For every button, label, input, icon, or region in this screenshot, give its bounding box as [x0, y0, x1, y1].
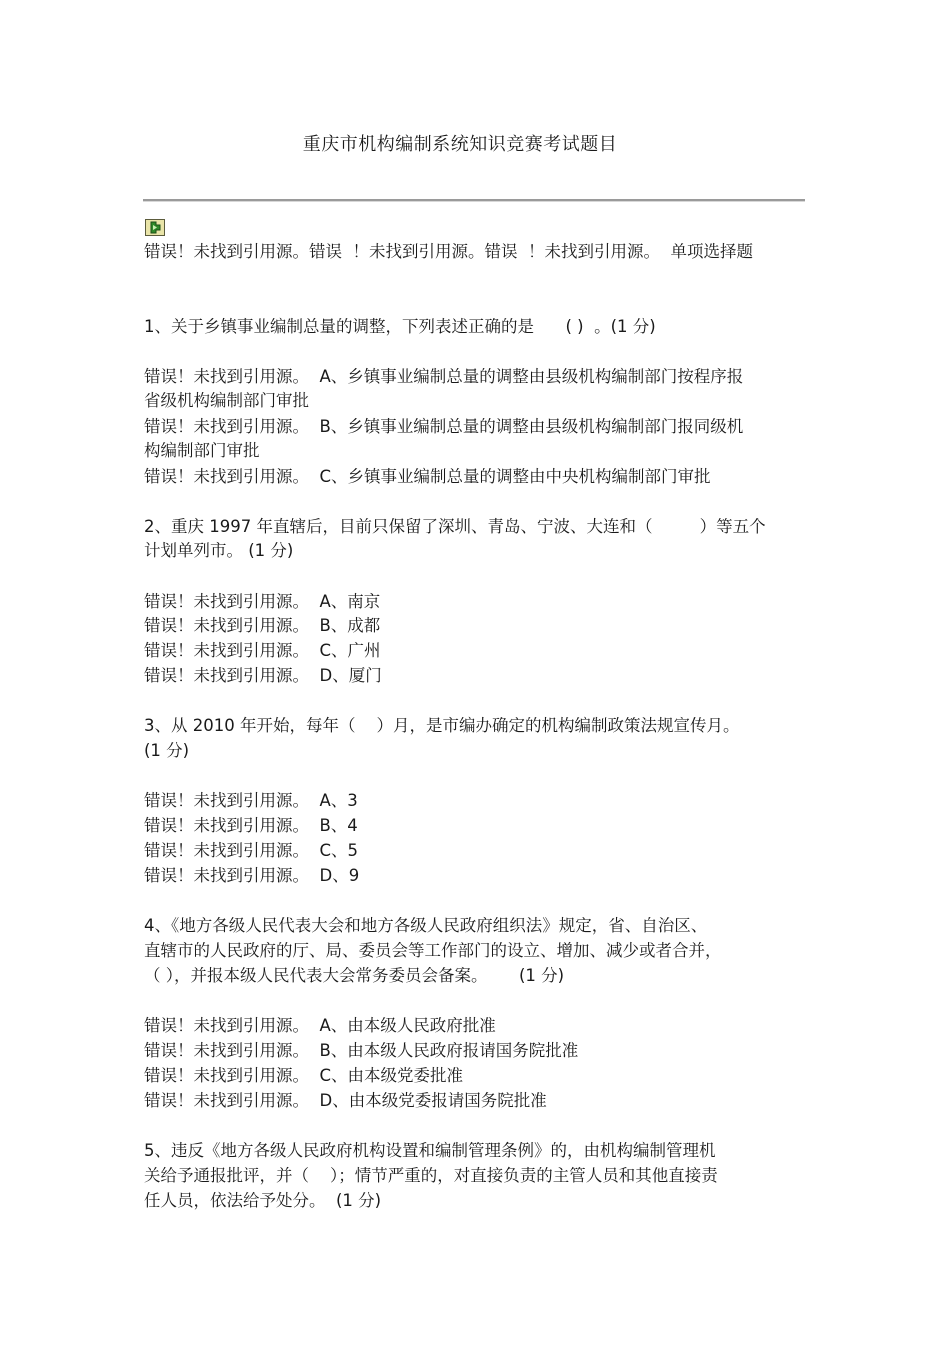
question-3-option-a[interactable]: 错误！未找到引用源。 A、3	[144, 791, 358, 810]
question-2-option-c[interactable]: 错误！未找到引用源。 C、广州	[144, 641, 381, 660]
question-4-option-b[interactable]: 错误！未找到引用源。 B、由本级人民政府报请国务院批准	[144, 1041, 579, 1060]
title-divider	[143, 199, 805, 202]
question-3-option-d[interactable]: 错误！未找到引用源。 D、9	[144, 866, 360, 885]
question-5-stem-cont-2: 任人员，依法给予处分。 (1 分)	[144, 1191, 382, 1210]
question-2-option-a[interactable]: 错误！未找到引用源。 A、南京	[144, 592, 381, 611]
question-3-stem: 3、从 2010 年开始，每年（ ）月，是市编办确定的机构编制政策法规宣传月。	[144, 716, 740, 735]
question-1-option-a[interactable]: 错误！未找到引用源。 A、乡镇事业编制总量的调整由县级机构编制部门按程序报	[144, 367, 744, 386]
question-1-option-a-cont: 省级机构编制部门审批	[144, 391, 309, 410]
question-1-stem: 1、关于乡镇事业编制总量的调整，下列表述正确的是 ( ) 。(1 分)	[144, 317, 656, 336]
question-4-stem-cont-2: （ ），并报本级人民代表大会常务委员会备案。 (1 分)	[144, 966, 565, 985]
green-arrow-icon[interactable]	[145, 219, 165, 236]
question-4-stem-cont-1: 直辖市的人民政府的厅、局、委员会等工作部门的设立、增加、减少或者合并，	[144, 941, 722, 960]
question-5-stem: 5、违反《地方各级人民政府机构设置和编制管理条例》的，由机构编制管理机	[144, 1141, 716, 1160]
question-2-stem-cont: 计划单列市。 (1 分)	[144, 541, 294, 560]
question-3-stem-cont: (1 分)	[144, 741, 190, 760]
question-2-option-d[interactable]: 错误！未找到引用源。 D、厦门	[144, 666, 382, 685]
question-1-option-b-cont: 构编制部门审批	[144, 441, 260, 460]
question-1-option-b[interactable]: 错误！未找到引用源。 B、乡镇事业编制总量的调整由县级机构编制部门报同级机	[144, 417, 744, 436]
question-4-stem: 4、《地方各级人民代表大会和地方各级人民政府组织法》规定，省、自治区、	[144, 916, 708, 935]
section-heading: 错误！未找到引用源。错误 ！未找到引用源。错误 ！未找到引用源。 单项选择题	[144, 242, 753, 261]
question-3-option-c[interactable]: 错误！未找到引用源。 C、5	[144, 841, 359, 860]
question-2-option-b[interactable]: 错误！未找到引用源。 B、成都	[144, 616, 381, 635]
question-4-option-a[interactable]: 错误！未找到引用源。 A、由本级人民政府批准	[144, 1016, 496, 1035]
question-1-option-c[interactable]: 错误！未找到引用源。 C、乡镇事业编制总量的调整由中央机构编制部门审批	[144, 467, 711, 486]
question-4-option-d[interactable]: 错误！未找到引用源。 D、由本级党委报请国务院批准	[144, 1091, 547, 1110]
question-2-stem: 2、重庆 1997 年直辖后，目前只保留了深圳、青岛、宁波、大连和（ ）等五个	[144, 517, 766, 536]
page-title: 重庆市机构编制系统知识竞赛考试题目	[302, 134, 618, 155]
question-4-option-c[interactable]: 错误！未找到引用源。 C、由本级党委批准	[144, 1066, 464, 1085]
question-3-option-b[interactable]: 错误！未找到引用源。 B、4	[144, 816, 358, 835]
question-5-stem-cont-1: 关给予通报批评，并（ ）；情节严重的，对直接负责的主管人员和其他直接责	[144, 1166, 718, 1185]
